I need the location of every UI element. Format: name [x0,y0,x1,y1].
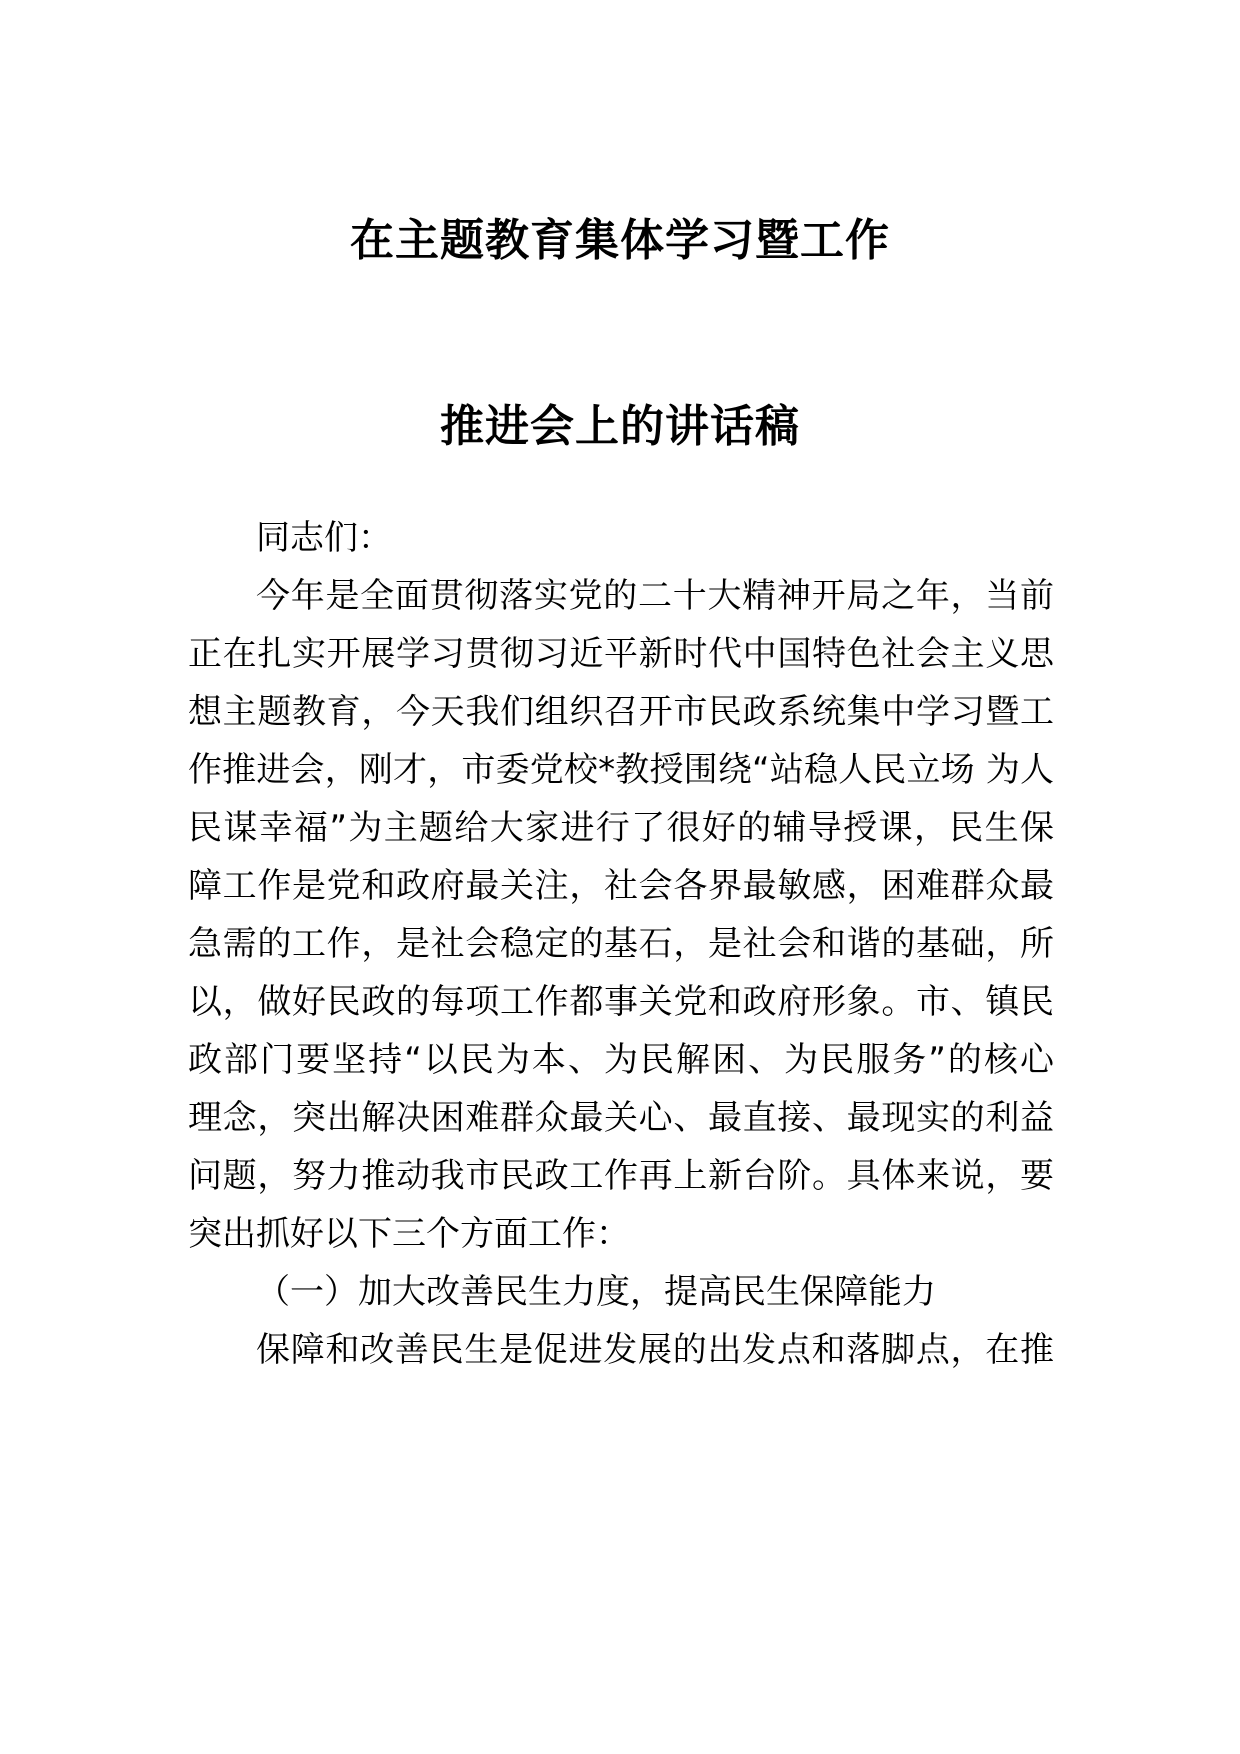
paragraph-line: 民谋幸福”为主题给大家进行了很好的辅导授课，民生保 [188,808,1054,848]
paragraph-line: 想主题教育，今天我们组织召开市民政系统集中学习暨工 [188,692,1054,732]
salutation: 同志们： [256,518,392,558]
paragraph-line: 突出抓好以下三个方面工作： [188,1214,630,1254]
document-title-line-1: 在主题教育集体学习暨工作 [350,215,890,266]
paragraph-line: 保障和改善民生是促进发展的出发点和落脚点，在推 [256,1330,1054,1370]
paragraph-line: 问题，努力推动我市民政工作再上新台阶。具体来说，要 [188,1156,1054,1196]
paragraph-line: 以，做好民政的每项工作都事关党和政府形象。市、镇民 [188,982,1054,1022]
section-heading: （一）加大改善民生力度，提高民生保障能力 [256,1272,936,1312]
paragraph-line: 急需的工作，是社会稳定的基石，是社会和谐的基础，所 [188,924,1054,964]
paragraph-line: 障工作是党和政府最关注，社会各界最敏感，困难群众最 [188,866,1054,906]
paragraph-line: 作推进会，刚才，市委党校*教授围绕“站稳人民立场 为人 [188,750,1054,790]
paragraph-line: 今年是全面贯彻落实党的二十大精神开局之年，当前 [256,576,1054,616]
paragraph-line: 理念，突出解决困难群众最关心、最直接、最现实的利益 [188,1098,1054,1138]
document-title-line-2: 推进会上的讲话稿 [440,401,800,452]
paragraph-line: 政部门要坚持“以民为本、为民解困、为民服务”的核心 [188,1040,1054,1080]
paragraph-line: 正在扎实开展学习贯彻习近平新时代中国特色社会主义思 [188,634,1054,674]
